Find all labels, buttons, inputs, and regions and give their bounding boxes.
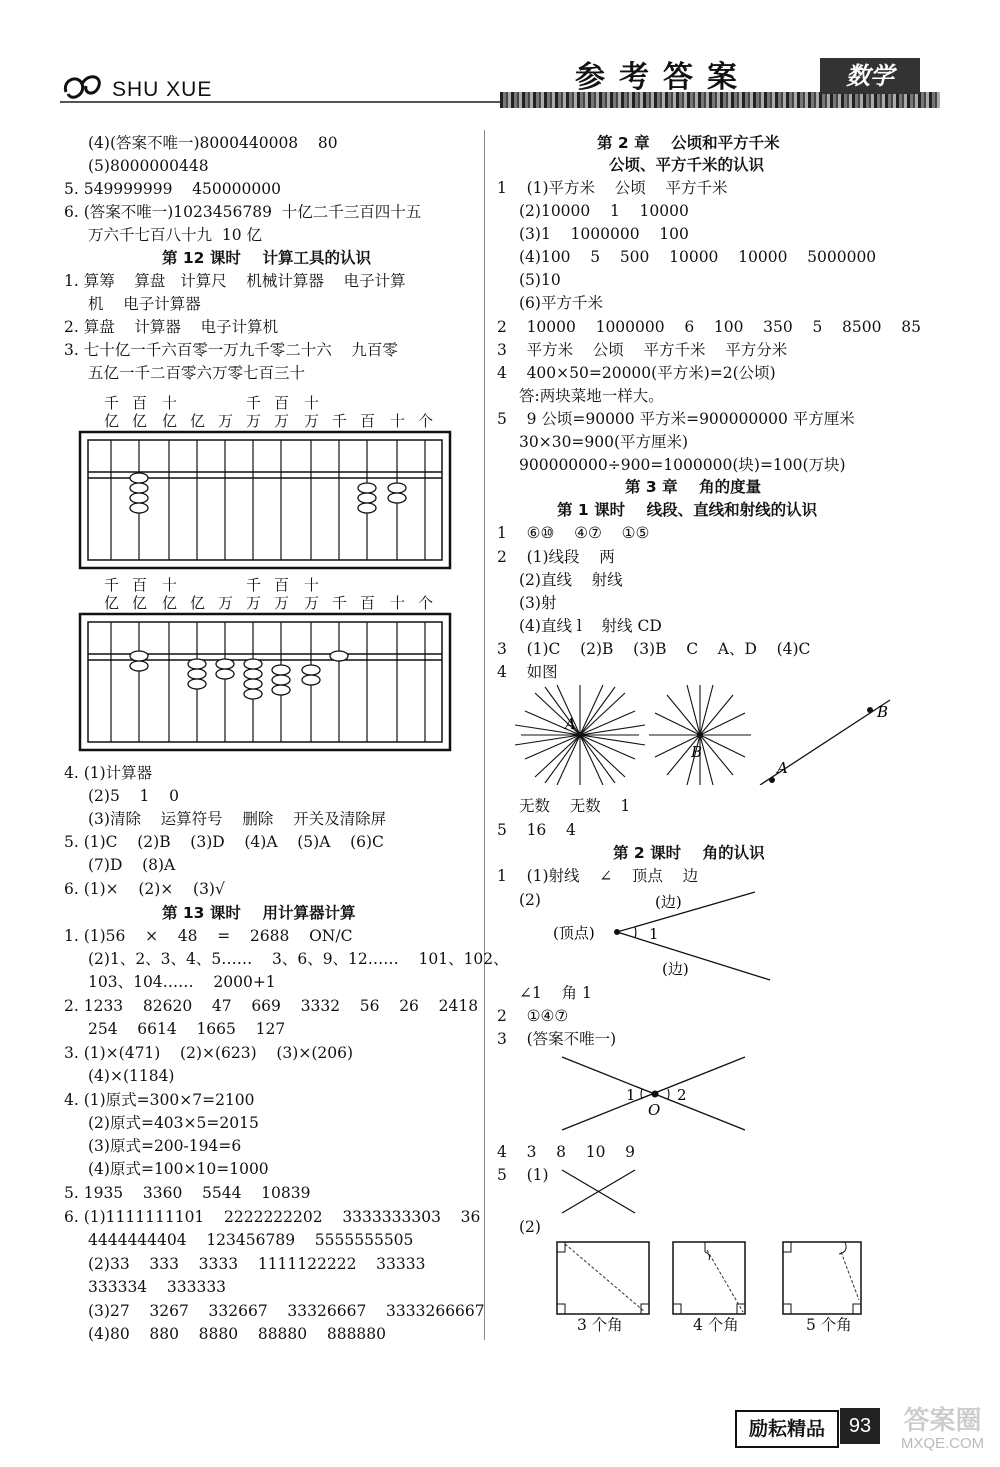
watermark-title: 答案圈 [903, 1405, 982, 1435]
label-a-ray: A [777, 759, 788, 777]
watermark-url: MXQE.COM [900, 1435, 985, 1452]
crossing-angles-figure [560, 1055, 750, 1135]
answer-line: (2)直线 射线 [519, 571, 623, 589]
answer-line: (2) [519, 891, 541, 909]
section-heading: 第 13 课时 用计算器计算 [162, 904, 356, 922]
lines-figure [515, 685, 915, 785]
abacus-2-diagram [78, 612, 453, 752]
answer-line: 1. 算筹 算盘 计算尺 机械计算器 电子计算 [64, 272, 406, 290]
answer-line: 3 (1)C (2)B (3)B C A、D (4)C [497, 640, 811, 658]
answer-line: 1 (1)平方米 公顷 平方千米 [497, 179, 728, 197]
answer-line: 4. (1)原式=300×7=2100 [64, 1091, 255, 1109]
rect-caption-3: 5 个角 [806, 1316, 852, 1334]
abacus-2-labels: 千 百 十 千 百 十 亿 亿 亿 亿 万 万 万 万 千 百 十 个 [104, 576, 434, 612]
answer-line: (3)1 1000000 100 [519, 225, 689, 243]
answer-line: 3 平方米 公顷 平方千米 平方分米 [497, 341, 788, 359]
answer-line: 6. (答案不唯一)1023456789 十亿二千三百四十五 [64, 203, 422, 221]
abacus-1-diagram [78, 430, 453, 570]
rect-caption-1: 3 个角 [577, 1316, 623, 1334]
answer-line: 5. (1)C (2)B (3)D (4)A (5)A (6)C [64, 833, 384, 851]
angle-label-1: 1 [626, 1086, 636, 1104]
answer-line: 1. (1)56 × 48 = 2688 ON/C [64, 927, 353, 945]
angle-figure [545, 890, 775, 985]
answer-line: 万六千七百八十九 10 亿 [88, 226, 263, 244]
answer-line: 254 6614 1665 127 [88, 1020, 286, 1038]
answer-line: 4 400×50=20000(平方米)=2(公顷) [497, 364, 776, 382]
section-heading: 第 1 课时 线段、直线和射线的认识 [557, 501, 818, 519]
answer-line: 3 (答案不唯一) [497, 1030, 617, 1048]
answer-line: (2)33 333 3333 1111122222 33333 [88, 1255, 426, 1273]
answer-line: (4)80 880 8880 88880 888880 [88, 1325, 387, 1343]
answer-line: 4 如图 [497, 663, 558, 681]
answer-line: 1 (1)射线 ∠ 顶点 边 [497, 867, 699, 885]
brand-text: SHU XUE [112, 78, 213, 101]
side-label-bottom: (边) [662, 960, 689, 978]
page-number: 93 [840, 1408, 880, 1444]
label-b-star: B [691, 743, 703, 761]
section-heading: 公顷、平方千米的认识 [609, 156, 765, 174]
answer-line: (2) [519, 1218, 541, 1236]
answer-line: 2. 算盘 计算器 电子计算机 [64, 318, 279, 336]
answer-line: (2)10000 1 10000 [519, 202, 689, 220]
point-b [697, 732, 703, 738]
answer-line: (4)直线 l 射线 CD [519, 617, 662, 635]
answer-line: 4 3 8 10 9 [497, 1143, 636, 1161]
answer-line: 3. (1)×(471) (2)×(623) (3)×(206) [64, 1044, 353, 1062]
answer-line: 5. 1935 3360 5544 10839 [64, 1184, 311, 1202]
answer-line: (4)(答案不唯一)8000440008 80 [88, 134, 338, 152]
answer-line: 1 ⑥⑩ ④⑦ ①⑤ [497, 524, 650, 542]
answer-line: (2)5 1 0 [88, 787, 179, 805]
answer-line: 5 16 4 [497, 821, 576, 839]
answer-line: 5 (1) [497, 1166, 549, 1184]
section-heading: 第 3 章 角的度量 [625, 478, 762, 496]
section-heading: 第 2 章 公顷和平方千米 [597, 134, 780, 152]
column-divider [484, 130, 485, 1340]
answer-line: 333334 333333 [88, 1278, 227, 1296]
answer-line: (3)射 [519, 594, 557, 612]
rectangles-figure [555, 1240, 865, 1320]
label-b-ray: B [877, 703, 889, 721]
answer-line: 2 (1)线段 两 [497, 548, 615, 566]
side-label-top: (边) [655, 893, 682, 911]
answer-line: 3. 七十亿一千六百零一万九千零二十六 九百零 [64, 341, 398, 359]
answer-line: 4. (1)计算器 [64, 764, 153, 782]
answer-line: (4)100 5 500 10000 10000 5000000 [519, 248, 877, 266]
answer-line: 6. (1)× (2)× (3)√ [64, 880, 225, 898]
point-a [577, 732, 583, 738]
answer-line: 答:两块菜地一样大。 [519, 387, 664, 405]
vertex-label: (顶点) [553, 924, 595, 942]
answer-line: 4444444404 123456789 5555555505 [88, 1231, 414, 1249]
answer-line: (2)1、2、3、4、5…… 3、6、9、12…… 101、102、 [88, 950, 509, 968]
answer-line: (6)平方千米 [519, 294, 603, 312]
abacus-1-labels: 千 百 十 千 百 十 亿 亿 亿 亿 万 万 万 万 千 百 十 个 [104, 394, 434, 430]
answer-line: (3)原式=200-194=6 [88, 1137, 242, 1155]
answer-line: (3)27 3267 332667 33326667 3333266667 [88, 1302, 485, 1320]
answer-line: 900000000÷900=1000000(块)=100(万块) [519, 456, 846, 474]
answer-line: (5)8000000448 [88, 157, 209, 175]
answer-line: (5)10 [519, 271, 561, 289]
answer-line: (3)清除 运算符号 删除 开关及清除屏 [88, 810, 387, 828]
answer-line: 2 10000 1000000 6 100 350 5 8500 85 [497, 318, 921, 336]
book-brand-box: 励耘精品 [735, 1410, 839, 1448]
answer-line: 103、104…… 2000+1 [88, 973, 276, 991]
answer-line: 2 ①④⑦ [497, 1007, 569, 1025]
page-title: 参考答案 [575, 60, 751, 95]
answer-line: 机 电子计算器 [88, 295, 201, 313]
answer-line: (4)×(1184) [88, 1067, 175, 1085]
section-heading: 第 2 课时 角的认识 [613, 844, 765, 862]
angle-label-1: 1 [649, 925, 659, 943]
answer-line: 5. 549999999 450000000 [64, 180, 281, 198]
rect-caption-2: 4 个角 [693, 1316, 739, 1334]
section-heading: 第 12 课时 计算工具的认识 [162, 249, 371, 267]
answer-line: ∠1 角 1 [519, 984, 592, 1002]
angle-label-2: 2 [677, 1086, 687, 1104]
x-lines-figure [560, 1168, 640, 1218]
answer-line: 6. (1)1111111101 2222222202 3333333303 36 [64, 1208, 481, 1226]
answer-line: (7)D (8)A [88, 856, 176, 874]
answer-line: 2. 1233 82620 47 669 3332 56 26 2418 [64, 997, 479, 1015]
point-o-label: O [648, 1101, 661, 1119]
answer-line: 五亿一千二百零六万零七百三十 [88, 364, 306, 382]
answer-line: 无数 无数 1 [519, 797, 631, 815]
header-rule [60, 101, 500, 103]
subject-badge: 数学 [820, 58, 920, 94]
label-a-star: A [565, 715, 576, 733]
answer-line: 30×30=900(平方厘米) [519, 433, 689, 451]
answer-line: (4)原式=100×10=1000 [88, 1160, 269, 1178]
watermark [895, 1405, 990, 1460]
answer-line: (2)原式=403×5=2015 [88, 1114, 259, 1132]
answer-line: 5 9 公顷=90000 平方米=900000000 平方厘米 [497, 410, 855, 428]
